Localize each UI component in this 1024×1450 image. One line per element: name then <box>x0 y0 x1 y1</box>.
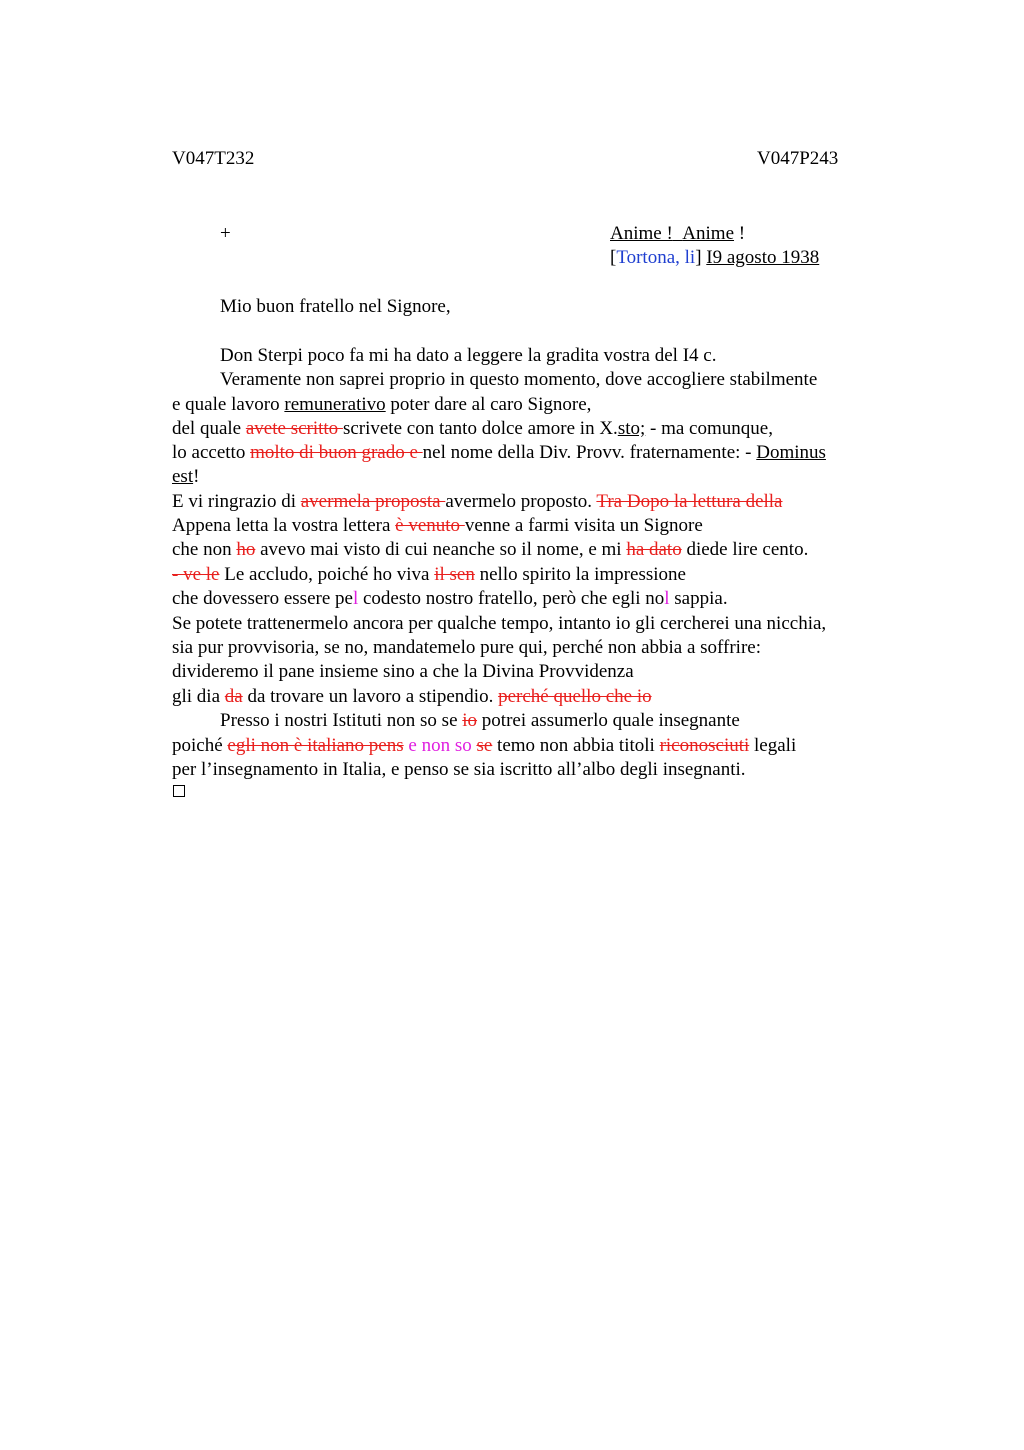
text: temo non abbia titoli <box>492 735 660 756</box>
body-line <box>172 563 686 587</box>
text: potrei assumerlo quale insegnante <box>477 710 740 731</box>
body-line <box>172 514 703 538</box>
text: poter dare al caro Signore, <box>385 394 592 415</box>
bracket-close: ] <box>695 247 707 268</box>
text: e quale lavoro <box>172 394 285 415</box>
deleted-text: avermela proposta <box>300 491 446 512</box>
date: I9 agosto 1938 <box>706 247 820 268</box>
text: legali <box>749 735 797 756</box>
place-date <box>610 246 819 270</box>
text: da trovare un lavoro a stipendio. <box>242 686 499 707</box>
motto <box>610 222 745 246</box>
text: diede lire cento. <box>681 539 809 560</box>
text: lo accetto <box>172 442 251 463</box>
text: codesto nostro fratello, però che egli no <box>358 588 665 609</box>
body-line <box>172 587 728 611</box>
end-box-icon <box>173 785 185 797</box>
text: avevo mai visto di cui neanche so il nome, e mi <box>255 539 627 560</box>
text: avermelo proposto. <box>445 491 597 512</box>
text: poiché <box>172 735 228 756</box>
deleted-text: molto di buon grado e <box>250 442 423 463</box>
text: Appena letta la vostra lettera <box>172 515 396 536</box>
deleted-text: da <box>224 686 243 707</box>
text: ! <box>193 466 200 487</box>
body-line: divideremo il pane insieme sino a che la Divina Provvidenza <box>172 661 634 682</box>
body-line <box>172 538 808 562</box>
motto-end: ! <box>734 223 746 244</box>
body-line: Se potete trattenermelo ancora per qualche tempo, intanto io gli cercherei una nicchia, <box>172 613 827 634</box>
body-line <box>172 734 796 758</box>
body-line <box>220 709 740 733</box>
text: del quale <box>172 418 246 439</box>
text: gli dia <box>172 686 225 707</box>
text: nel nome della Div. Provv. fraternamente: - <box>422 442 757 463</box>
text: venne a farmi visita un Signore <box>464 515 703 536</box>
motto-second: Anime <box>682 223 735 244</box>
deleted-text: Tra Dopo la lettura della <box>596 491 783 512</box>
motto-space <box>673 223 683 244</box>
underlined-text: remunerativo <box>284 394 386 415</box>
body-line <box>172 685 652 709</box>
deleted-text: - ve le <box>172 564 220 585</box>
text: che non <box>172 539 237 560</box>
deleted-text: riconosciuti <box>659 735 750 756</box>
deleted-text: se <box>476 735 493 756</box>
body-line: per l’insegnamento in Italia, e penso se sia iscritto all’albo degli insegnanti. <box>172 759 746 780</box>
underlined-text: Dominus <box>756 442 826 463</box>
text: Le accludo, poiché ho viva <box>219 564 435 585</box>
text: Presso i nostri Istituti non so se <box>220 710 463 731</box>
text: che dovessero essere pe <box>172 588 353 609</box>
body-line <box>172 441 826 465</box>
header-left-code: V047T232 <box>172 148 255 169</box>
body-line <box>172 393 591 417</box>
deleted-text: ha dato <box>626 539 682 560</box>
body-line: sia pur provvisoria, se no, mandatemelo pure qui, perché non abbia a soffrire: <box>172 637 761 658</box>
motto-first: Anime ! <box>610 223 673 244</box>
deleted-text: ho <box>236 539 256 560</box>
text: E vi ringrazio di <box>172 491 301 512</box>
header-right-code: V047P243 <box>757 148 839 169</box>
text: - ma comunque, <box>645 418 773 439</box>
inserted-text: e non so <box>403 735 477 756</box>
underlined-text: est <box>172 466 194 487</box>
body-line: Don Sterpi poco fa mi ha dato a leggere la gradita vostra del I4 c. <box>220 345 717 366</box>
body-line <box>172 417 773 441</box>
place: Tortona, li <box>616 247 696 268</box>
body-line <box>172 465 199 489</box>
salutation: Mio buon fratello nel Signore, <box>220 296 451 317</box>
text: nello spirito la impressione <box>474 564 686 585</box>
deleted-text: è venuto <box>395 515 465 536</box>
deleted-text: il sen <box>434 564 475 585</box>
body-line: Veramente non saprei proprio in questo momento, dove accogliere stabilmente <box>220 369 818 390</box>
deleted-text: io <box>462 710 478 731</box>
body-line <box>172 490 783 514</box>
deleted-text: egli non è italiano pens <box>227 735 404 756</box>
inserted-text: l <box>664 588 670 609</box>
bracket-open: [ <box>610 247 617 268</box>
inserted-text: l <box>352 588 359 609</box>
deleted-text: avete scritto <box>245 418 343 439</box>
text: scrivete con tanto dolce amore in X. <box>342 418 618 439</box>
deleted-text: perché quello che io <box>498 686 652 707</box>
underlined-text: sto; <box>617 418 646 439</box>
cross-mark: + <box>220 223 231 244</box>
text: sappia. <box>669 588 728 609</box>
